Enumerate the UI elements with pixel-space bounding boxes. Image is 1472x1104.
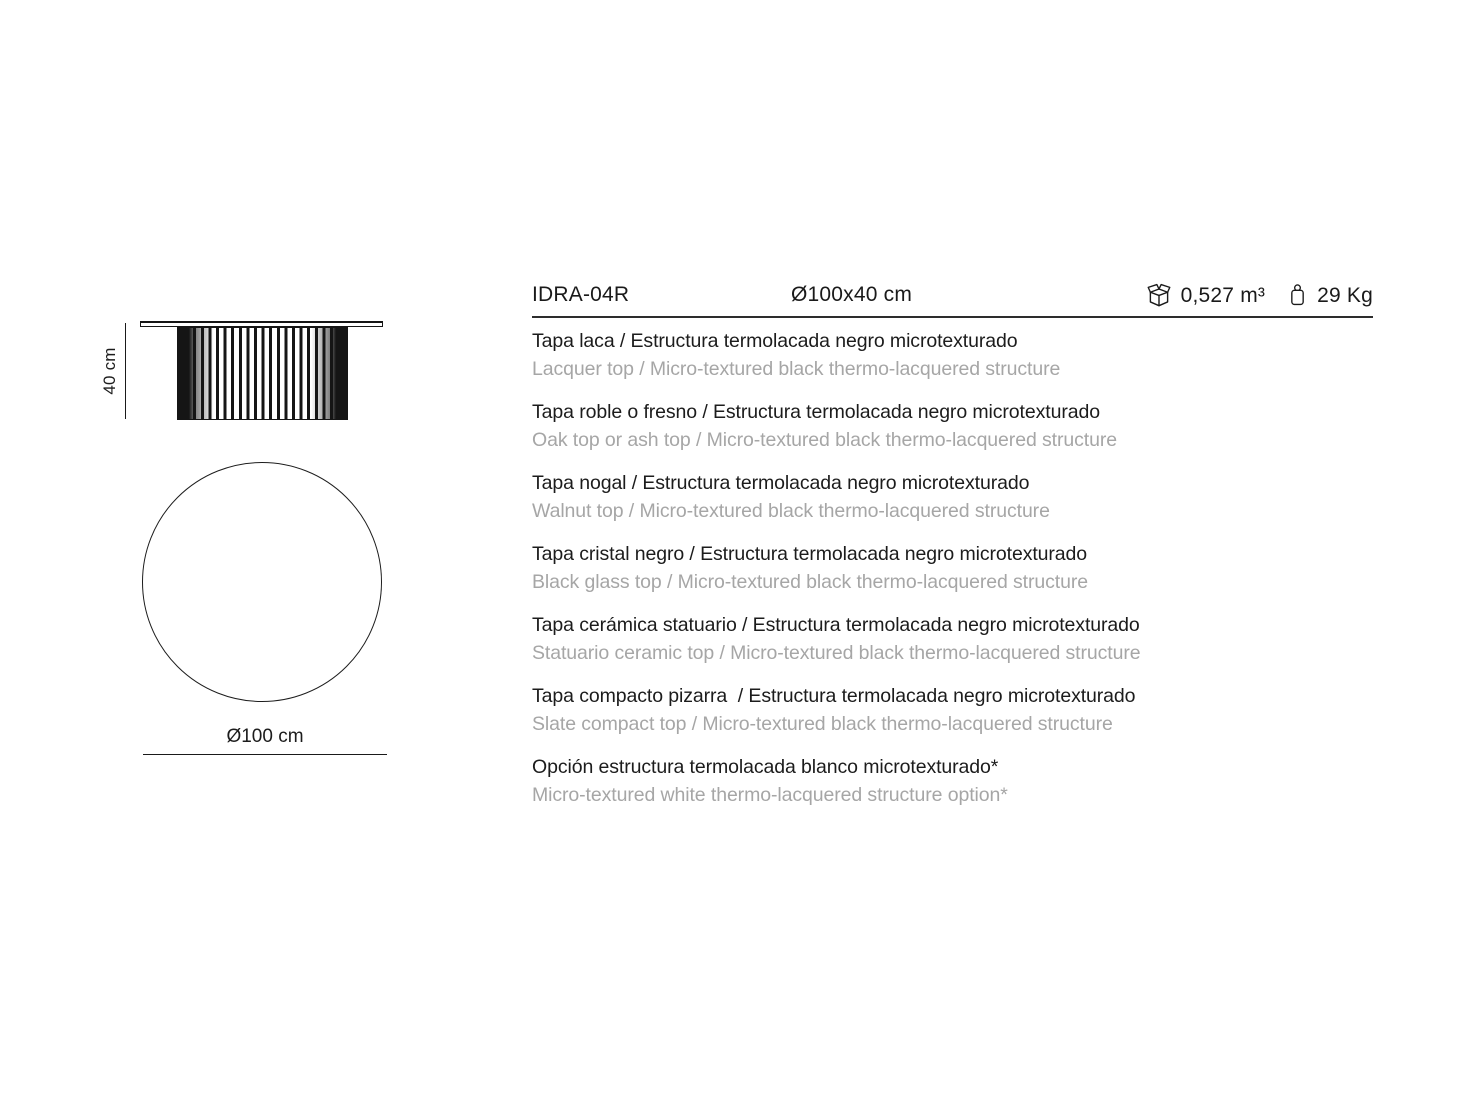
height-dimension-label: 40 cm xyxy=(100,347,119,395)
finish-option xyxy=(532,756,1432,827)
finish-option xyxy=(532,472,1432,543)
diameter-dimension-label: Ø100 cm xyxy=(226,726,304,747)
finish-option-spanish: Tapa cerámica statuario / Estructura termolacada negro microtexturado xyxy=(532,614,1140,636)
finish-option-english: Walnut top / Micro-textured black thermo-lacquered structure xyxy=(532,500,1050,522)
finish-option-spanish: Tapa roble o fresno / Estructura termolacada negro microtexturado xyxy=(532,401,1100,423)
tabletop-plan-circle xyxy=(142,462,382,702)
finish-option-english: Micro-textured white thermo-lacquered structure option* xyxy=(532,784,1008,806)
finish-option-spanish: Tapa cristal negro / Estructura termolacada negro microtexturado xyxy=(532,543,1088,565)
packing-volume-value: 0,527 m³ xyxy=(1180,284,1266,307)
weight-value: 29 Kg xyxy=(1317,284,1373,307)
finish-option-spanish: Opción estructura termolacada blanco microtexturado* xyxy=(532,756,999,778)
finish-option-spanish: Tapa laca / Estructura termolacada negro microtexturado xyxy=(532,330,1018,352)
product-dimensions: Ø100x40 cm xyxy=(791,283,913,306)
finish-option xyxy=(532,543,1432,614)
header-divider xyxy=(532,316,1373,318)
finish-options-list xyxy=(532,330,1432,827)
model-code: IDRA-04R xyxy=(532,283,630,306)
packaging-metrics xyxy=(1145,280,1373,312)
spec-header xyxy=(532,280,1373,312)
finish-option-english: Lacquer top / Micro-textured black thermo-lacquered structure xyxy=(532,358,1061,380)
package-box-icon xyxy=(1145,282,1173,310)
finish-option-english: Oak top or ash top / Micro-textured black thermo-lacquered structure xyxy=(532,429,1117,451)
finish-option-spanish: Tapa compacto pizarra / Estructura termolacada negro microtexturado xyxy=(532,685,1136,707)
diameter-dimension-line xyxy=(143,754,387,755)
finish-option-english: Slate compact top / Micro-textured black thermo-lacquered structure xyxy=(532,713,1113,735)
weight-icon xyxy=(1287,282,1308,310)
finish-option xyxy=(532,685,1432,756)
finish-option xyxy=(532,614,1432,685)
slatted-base-profile xyxy=(177,327,348,420)
finish-option-english: Black glass top / Micro-textured black thermo-lacquered structure xyxy=(532,571,1088,593)
finish-option-spanish: Tapa nogal / Estructura termolacada negro microtexturado xyxy=(532,472,1030,494)
finish-option xyxy=(532,330,1432,401)
finish-option-english: Statuario ceramic top / Micro-textured black thermo-lacquered structure xyxy=(532,642,1141,664)
finish-option xyxy=(532,401,1432,472)
